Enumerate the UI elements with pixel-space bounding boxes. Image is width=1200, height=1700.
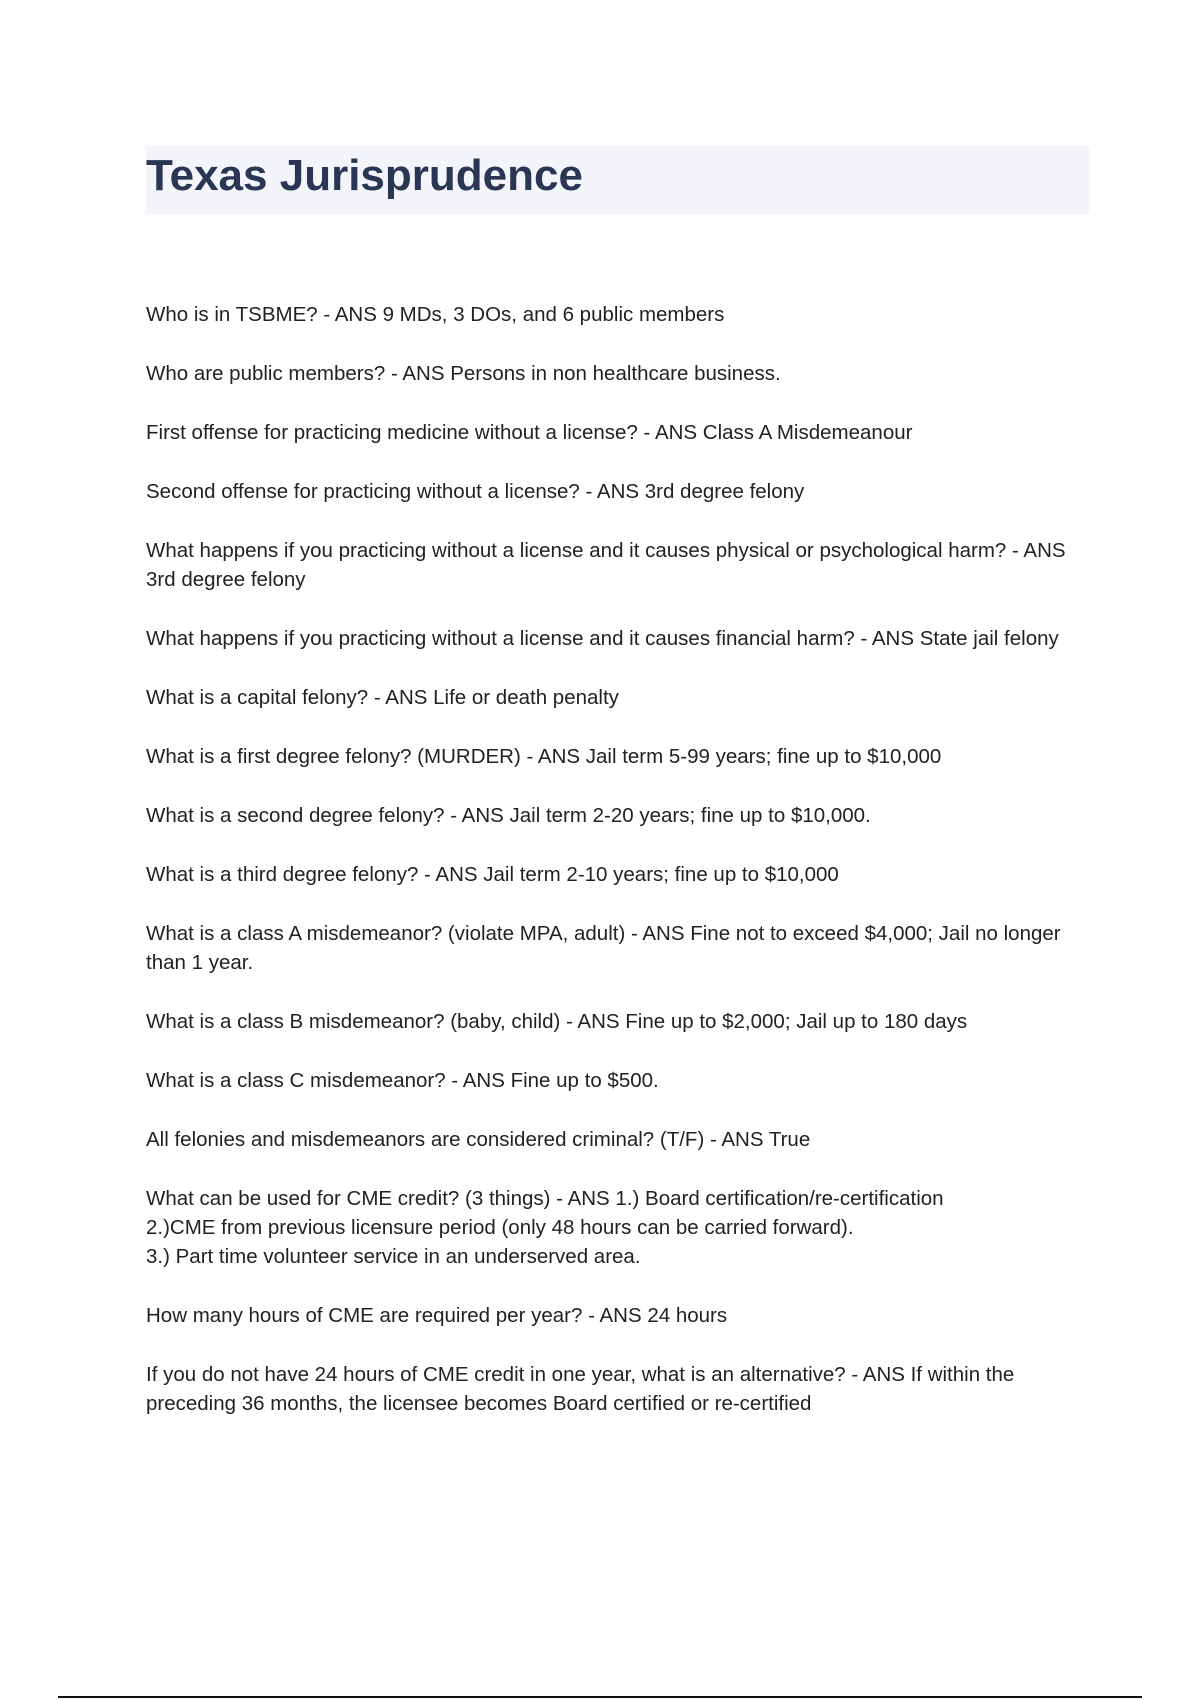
- title-band: [146, 146, 1090, 214]
- qa-item-capital-felony: What is a capital felony? - ANS Life or death penalty: [146, 686, 619, 709]
- qa-item-cme-credit: What can be used for CME credit? (3 things) - ANS 1.) Board certification/re-certification 2.)CME from previous licensure period (only 48 hours can be carried forward). 3.) Part time volunteer service in an underserved area.: [146, 1187, 944, 1268]
- qa-item-class-a-misdemeanor: What is a class A misdemeanor? (violate MPA, adult) - ANS Fine not to exceed $4,000; Jail no longer than 1 year.: [146, 922, 1061, 974]
- qa-item-cme-alternative: If you do not have 24 hours of CME credit in one year, what is an alternative? - ANS If within the preceding 36 months, the licensee becomes Board certified or re-certified: [146, 1363, 1015, 1415]
- qa-item-public-members: Who are public members? - ANS Persons in non healthcare business.: [146, 362, 781, 385]
- qa-item-class-b-misdemeanor: What is a class B misdemeanor? (baby, child) - ANS Fine up to $2,000; Jail up to 180 days: [146, 1010, 968, 1033]
- qa-item-first-degree-felony: What is a first degree felony? (MURDER) - ANS Jail term 5-99 years; fine up to $10,000: [146, 745, 942, 768]
- qa-item-class-c-misdemeanor: What is a class C misdemeanor? - ANS Fine up to $500.: [146, 1069, 659, 1092]
- qa-item-financial-harm: What happens if you practicing without a license and it causes financial harm? - ANS State jail felony: [146, 627, 1059, 650]
- qa-item-cme-hours: How many hours of CME are required per year? - ANS 24 hours: [146, 1304, 728, 1327]
- qa-item-third-degree-felony: What is a third degree felony? - ANS Jail term 2-10 years; fine up to $10,000: [146, 863, 839, 886]
- qa-item-physical-harm: What happens if you practicing without a license and it causes physical or psychological harm? - ANS 3rd degree felony: [146, 539, 1066, 591]
- qa-item-criminal-true-false: All felonies and misdemeanors are considered criminal? (T/F) - ANS True: [146, 1128, 811, 1151]
- qa-item-first-offense: First offense for practicing medicine without a license? - ANS Class A Misdemeanour: [146, 421, 913, 444]
- qa-list: [146, 300, 1090, 1448]
- qa-item-second-offense: Second offense for practicing without a license? - ANS 3rd degree felony: [146, 480, 805, 503]
- qa-item-second-degree-felony: What is a second degree felony? - ANS Jail term 2-20 years; fine up to $10,000.: [146, 804, 871, 827]
- page-title: Texas Jurisprudence: [146, 151, 583, 200]
- qa-item-tsbme: Who is in TSBME? - ANS 9 MDs, 3 DOs, and 6 public members: [146, 303, 725, 326]
- footer-divider: [58, 1696, 1142, 1698]
